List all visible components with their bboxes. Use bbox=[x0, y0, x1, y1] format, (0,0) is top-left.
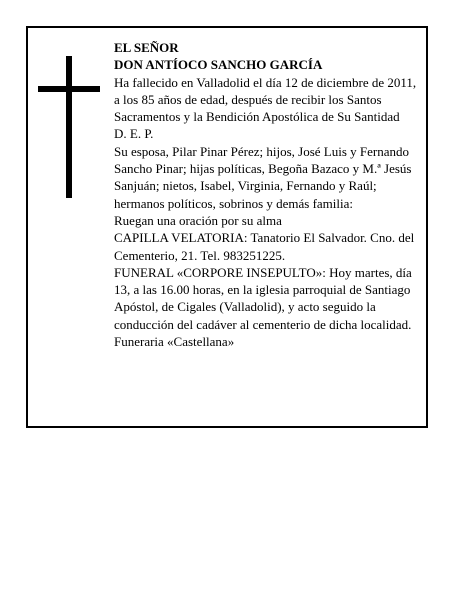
death-announcement: Ha fallecido en Valladolid el día 12 de diciembre de 2011, a los 85 años de edad, después de recibir los Santos Sacramentos y la Bendición Apostólica de Su Santidad bbox=[114, 74, 417, 125]
prayer-request: Ruegan una oración por su alma bbox=[114, 212, 282, 228]
cross-vertical-bar bbox=[66, 56, 72, 198]
family-list: Su esposa, Pilar Pinar Pérez; hijos, José Luis y Fernando Sancho Pinar; hijas políticas, Begoña Bazaco y M.ª Jesús Sanjuán; nietos, Isabel, Virginia, Fernando y Raúl; hermanos políticos, sobrinos y demás familia: bbox=[114, 143, 412, 211]
notice-text bbox=[114, 39, 420, 350]
funeral-info: FUNERAL «CORPORE INSEPULTO»: Hoy martes, día 13, a las 16.00 horas, en la iglesia parroquial de Santiago Apóstol, de Cigales (Valladolid), y acto seguido la conducción del cadáver al cementerio de dicha localidad. bbox=[114, 264, 412, 332]
cross-icon bbox=[38, 56, 100, 198]
deceased-name: DON ANTÍOCO SANCHO GARCÍA bbox=[114, 57, 323, 73]
deceased-title: EL SEÑOR bbox=[114, 40, 179, 55]
obituary-notice bbox=[26, 26, 428, 428]
funeral-home: Funeraria «Castellana» bbox=[114, 334, 235, 350]
rip-line: D. E. P. bbox=[114, 126, 154, 142]
chapel-info: CAPILLA VELATORIA: Tanatorio El Salvador. Cno. del Cementerio, 21. Tel. 983251225. bbox=[114, 230, 415, 263]
cross-horizontal-bar bbox=[38, 86, 100, 92]
